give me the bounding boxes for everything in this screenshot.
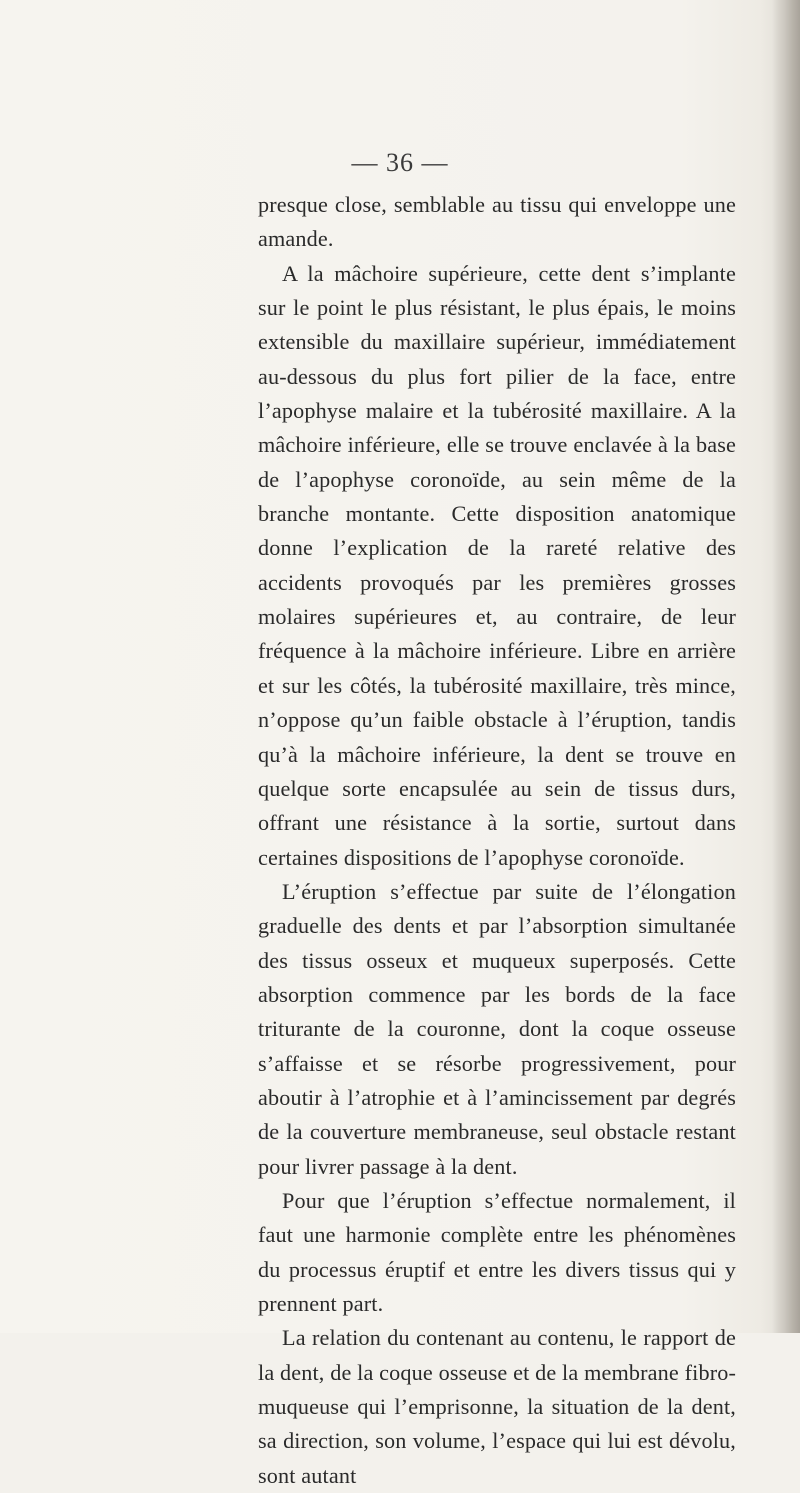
body-text <box>258 188 736 1493</box>
paragraph-4: Pour que l’éruption s’effectue normalement, il faut une harmonie complète entre les phénomènes du processus éruptif et entre les divers tissus qui y prennent part. <box>258 1187 736 1316</box>
paragraph-5: La relation du contenant au contenu, le rapport de la dent, de la coque osseuse et de la membrane fibro-muqueuse qui l’emprisonne, la situation de la dent, sa direction, son volume, l’espace qui lui est dévolu, sont autant <box>258 1325 737 1488</box>
page-number: — 36 — <box>351 148 449 177</box>
page-edge-shadow <box>772 0 800 1333</box>
paragraph-3: L’éruption s’effectue par suite de l’élongation graduelle des dents et par l’absorption simultanée des tissus osseux et muqueux superposés. Cette absorption commence par les bords de la face triturante de la couronne, dont la coque osseuse s’affaisse et se résorbe progressivement, pour aboutir à l’atrophie et à l’amincissement par degrés de la couverture membraneuse, seul obstacle restant pour livrer passage à la dent. <box>258 878 736 1179</box>
paragraph-1: presque close, semblable au tissu qui enveloppe une amande. <box>258 192 736 252</box>
paragraph-2: A la mâchoire supérieure, cette dent s’implante sur le point le plus résistant, le plus épais, le moins extensible du maxillaire supérieur, immédiatement au-dessous du plus fort pilier de la face, entre l’apophyse malaire et la tubérosité maxillaire. A la mâchoire inférieure, elle se trouve enclavée à la base de l’apophyse coronoïde, au sein même de la branche montante. Cette disposition anatomique donne l’explication de la rareté relative des accidents provoqués par les premières grosses molaires supérieures et, au contraire, de leur fréquence à la mâchoire inférieure. Libre en arrière et sur les côtés, la tubérosité maxillaire, très mince, n’oppose qu’un faible obstacle à l’éruption, tandis qu’à la mâchoire inférieure, la dent se trouve en quelque sorte encapsulée au sein de tissus durs, offrant une résistance à la sortie, surtout dans certaines dispositions de l’apophyse coronoïde. <box>258 260 736 870</box>
